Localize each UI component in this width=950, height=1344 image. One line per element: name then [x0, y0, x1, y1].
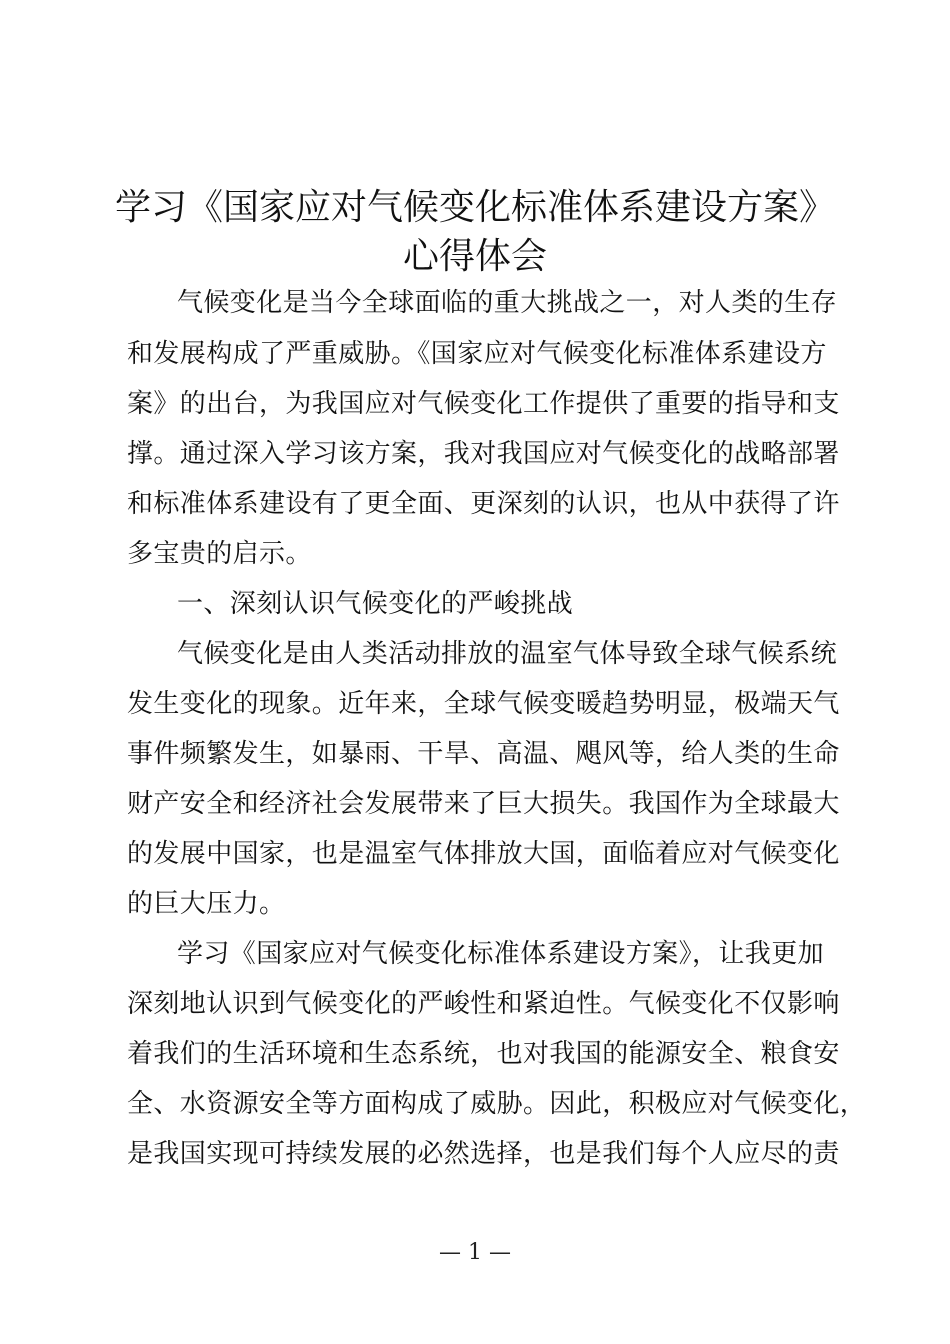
paragraph-2-line-4: 财产安全和经济社会发展带来了巨大损失。我国作为全球最大 — [127, 789, 840, 819]
paragraph-3-line-1: 学习《国家应对气候变化标准体系建设方案》，让我更加 — [177, 939, 825, 969]
paragraph-1-line-1: 气候变化是当今全球面临的重大挑战之一，对人类的生存 — [177, 288, 838, 318]
paragraph-2-line-1: 气候变化是由人类活动排放的温室气体导致全球气候系统 — [177, 639, 838, 669]
paragraph-1-line-6: 多宝贵的启示。 — [127, 539, 312, 569]
paragraph-1-line-3: 案》的出台，为我国应对气候变化工作提供了重要的指导和支 — [127, 389, 840, 419]
document-title-line-2: 心得体会 — [402, 236, 547, 277]
paragraph-3-line-2: 深刻地认识到气候变化的严峻性和紧迫性。气候变化不仅影响 — [127, 989, 840, 1019]
document-title-line-1: 学习《国家应对气候变化标准体系建设方案》 — [114, 187, 835, 228]
paragraph-3-line-3: 着我们的生活环境和生态系统，也对我国的能源安全、粮食安 — [127, 1039, 840, 1069]
paragraph-1-line-2: 和发展构成了严重威胁。《国家应对气候变化标准体系建设方 — [127, 339, 827, 369]
section-heading-1: 一、深刻认识气候变化的严峻挑战 — [177, 589, 574, 619]
page-number: — 1 — — [439, 1240, 511, 1265]
paragraph-2-line-6: 的巨大压力。 — [127, 889, 286, 919]
paragraph-2-line-5: 的发展中国家，也是温室气体排放大国，面临着应对气候变化 — [127, 839, 840, 869]
paragraph-1-line-5: 和标准体系建设有了更全面、更深刻的认识，也从中获得了许 — [127, 489, 840, 519]
paragraph-3-line-5: 是我国实现可持续发展的必然选择，也是我们每个人应尽的责 — [127, 1139, 840, 1169]
paragraph-3-line-4: 全、水资源安全等方面构成了威胁。因此，积极应对气候变化， — [127, 1089, 867, 1119]
paragraph-2-line-3: 事件频繁发生，如暴雨、干旱、高温、飓风等，给人类的生命 — [127, 739, 840, 769]
paragraph-2-line-2: 发生变化的现象。近年来，全球气候变暖趋势明显，极端天气 — [127, 689, 840, 719]
paragraph-1-line-4: 撑。通过深入学习该方案，我对我国应对气候变化的战略部署 — [127, 439, 840, 469]
